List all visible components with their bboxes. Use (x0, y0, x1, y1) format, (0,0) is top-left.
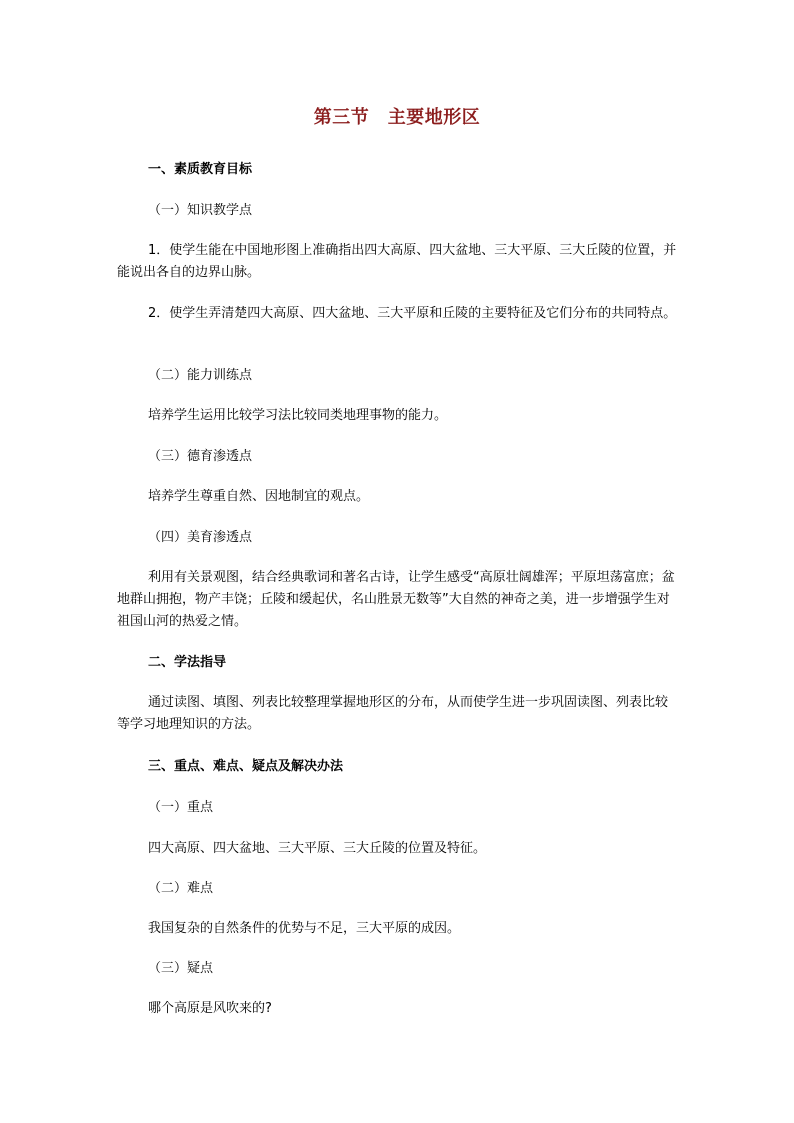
section3-sub3-text: 哪个高原是风吹来的? (148, 1001, 272, 1016)
section3-sub3: （三）疑点 (148, 961, 214, 976)
section1-item2: 2．使学生弄清楚四大高原、四大盆地、三大平原和丘陵的主要特征及它们分布的共同特点。 (148, 306, 677, 321)
section2-heading: 二、学法指导 (148, 655, 227, 670)
section1-sub4-text: 利用有关景观图，结合经典歌词和著名古诗，让学生感受“高原壮阔雄浑；平原坦荡富庶；盆地群山拥抱，物产丰饶；丘陵和缓起伏，名山胜景无数等”大自然的神奇之美，进一步增强学生对祖国山河的热爱之情。 (117, 570, 675, 629)
section1-sub3-text: 培养学生尊重自然、因地制宜的观点。 (148, 489, 370, 504)
section1-sub1: （一）知识教学点 (148, 203, 253, 218)
section3-sub1-text: 四大高原、四大盆地、三大平原、三大丘陵的位置及特征。 (148, 841, 487, 856)
section3-sub2-text: 我国复杂的自然条件的优势与不足，三大平原的成因。 (148, 921, 461, 936)
section1-sub2: （二）能力训练点 (148, 368, 253, 383)
section3-sub1: （一）重点 (148, 800, 214, 815)
section2-text: 通过读图、填图、列表比较整理掌握地形区的分布，从而使学生进一步巩固读图、列表比较等学习地理知识的方法。 (117, 695, 669, 732)
section3-heading: 三、重点、难点、疑点及解决办法 (148, 759, 344, 774)
section3-sub2: （二）难点 (148, 881, 214, 896)
section1-sub3: （三）德育渗透点 (148, 449, 253, 464)
section1-heading: 一、素质教育目标 (148, 162, 253, 177)
section1-sub2-text: 培养学生运用比较学习法比较同类地理事物的能力。 (148, 408, 448, 423)
page-title: 第三节 主要地形区 (313, 107, 481, 128)
section1-item1: 1．使学生能在中国地形图上准确指出四大高原、四大盆地、三大平原、三大丘陵的位置，并能说出各自的边界山脉。 (117, 243, 677, 280)
section1-sub4: （四）美育渗透点 (148, 530, 253, 545)
